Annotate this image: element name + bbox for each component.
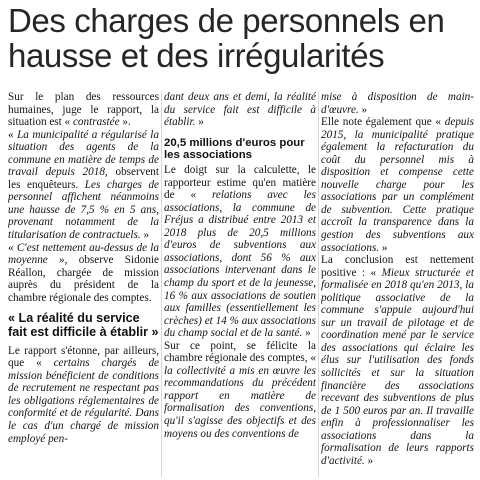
paragraph xyxy=(8,242,159,305)
text-run: C'est nettement au-dessus de la moyenne xyxy=(8,241,159,267)
paragraph xyxy=(8,91,159,129)
article-column-1 xyxy=(8,91,159,479)
paragraph xyxy=(321,116,474,254)
article-headline: Des charges de personnels en hausse et des irrégularités xyxy=(8,2,445,74)
subheading xyxy=(164,137,316,161)
text-run: relations avec les associations, la commune de Fréjus a distribué entre 2013 et 2018 plus de 20,5 millions d'euros de subventions aux associations, dont 56 % aux associations intervenant dans le champ du sport et de la jeunesse, 16 % aux associations de soutien aux familles (essentiellement les crèches) et 14 % aux associations du champ social et de la santé. xyxy=(164,189,316,340)
paragraph xyxy=(164,91,316,129)
text-run: » xyxy=(379,241,388,254)
article-column-2 xyxy=(164,91,316,479)
text-run: 20,5 millions d'euros pour les associations xyxy=(164,136,305,161)
paragraph xyxy=(8,345,159,445)
text-run: » xyxy=(364,454,374,467)
column-divider xyxy=(318,91,319,477)
paragraph xyxy=(164,164,316,340)
text-run: » xyxy=(358,103,368,116)
text-run: depuis 2015, la municipalité pratique également la refacturation du coût du personnel mis à disposition et compense cette nouvelle charge pour les associations par un complément de subvention. Cette pratique accroît la transparence dans la gestion des subventions aux associations. xyxy=(321,116,474,254)
paragraph xyxy=(164,340,316,440)
text-run: » xyxy=(140,229,150,242)
text-run: contrastée xyxy=(72,116,120,129)
paragraph xyxy=(8,129,159,242)
text-run: certains chargés de mission bénéficient de conditions de recrutement ne respectant pas les obligations réglementaires de conformité et de régularité. Dans le cas d'un chargé de mission employé pen- xyxy=(8,357,159,445)
intertitle xyxy=(8,312,159,338)
text-run: Sur le plan des ressources humaines, juge le rapport, la situation est « xyxy=(8,91,159,129)
text-run: observent les enquêteurs. xyxy=(8,166,159,191)
paragraph xyxy=(321,91,474,116)
text-run: Elle note également que « xyxy=(321,116,445,129)
text-run: la collectivité a mis en œuvre les recommandations du précédent rapport en matière de formalisation des conventions, qu'il s'agisse des objectifs et des moyens ou des conventions de xyxy=(164,364,316,440)
text-run: Mieux structurée et formalisée en 2018 qu'en 2013, la politique associative de la commune s'appuie aujourd'hui sur un travail de pilotage et de coordination mené par le service des associations qui éclaire les élus sur l'utilisation des fonds sollicités et sur la situation financière des associations recevant des subventions de plus de 1 500 euros par an. Il travaille enfin à professionnaliser les associations dans la formalisation de leurs rapports d'activité. xyxy=(321,266,474,467)
text-run: Le doigt sur la calculette, le rapporteur estime qu'en matière de « xyxy=(164,164,316,202)
text-run: » xyxy=(195,116,204,129)
text-run: « La réalité du service fait est difficile à établir » xyxy=(8,311,159,339)
text-run: « xyxy=(8,128,18,141)
text-run: « xyxy=(8,241,17,254)
text-run: La municipalité a régularisé la situation des agents de la commune en matière de temps de travail depuis 2018, xyxy=(8,128,159,179)
text-run: ». xyxy=(119,116,131,129)
text-run: La conclusion est nettement positive : « xyxy=(321,254,474,279)
text-run: Sur ce point, se félicite la chambre régionale des comptes, « xyxy=(164,339,316,365)
text-run: » xyxy=(302,327,311,340)
text-run: mise à disposition de main-d'œuvre. xyxy=(321,91,474,116)
text-run: dant deux ans et demi, la réalité du service fait est difficile à établir. xyxy=(164,91,316,129)
text-run: », observe Sidonie Réallon, chargée de mission auprès du président de la chambre régionale des comptes. xyxy=(8,254,159,304)
text-run: Les charges de personnel affichent néanmoins une hausse de 7,5 % en 5 ans, provenant notamment de la titularisation de contractuels. xyxy=(8,178,159,242)
paragraph xyxy=(321,254,474,467)
column-divider xyxy=(161,91,162,477)
text-run: Le rapport s'étonne, par ailleurs, que « xyxy=(8,344,159,370)
article-column-3 xyxy=(321,91,474,479)
